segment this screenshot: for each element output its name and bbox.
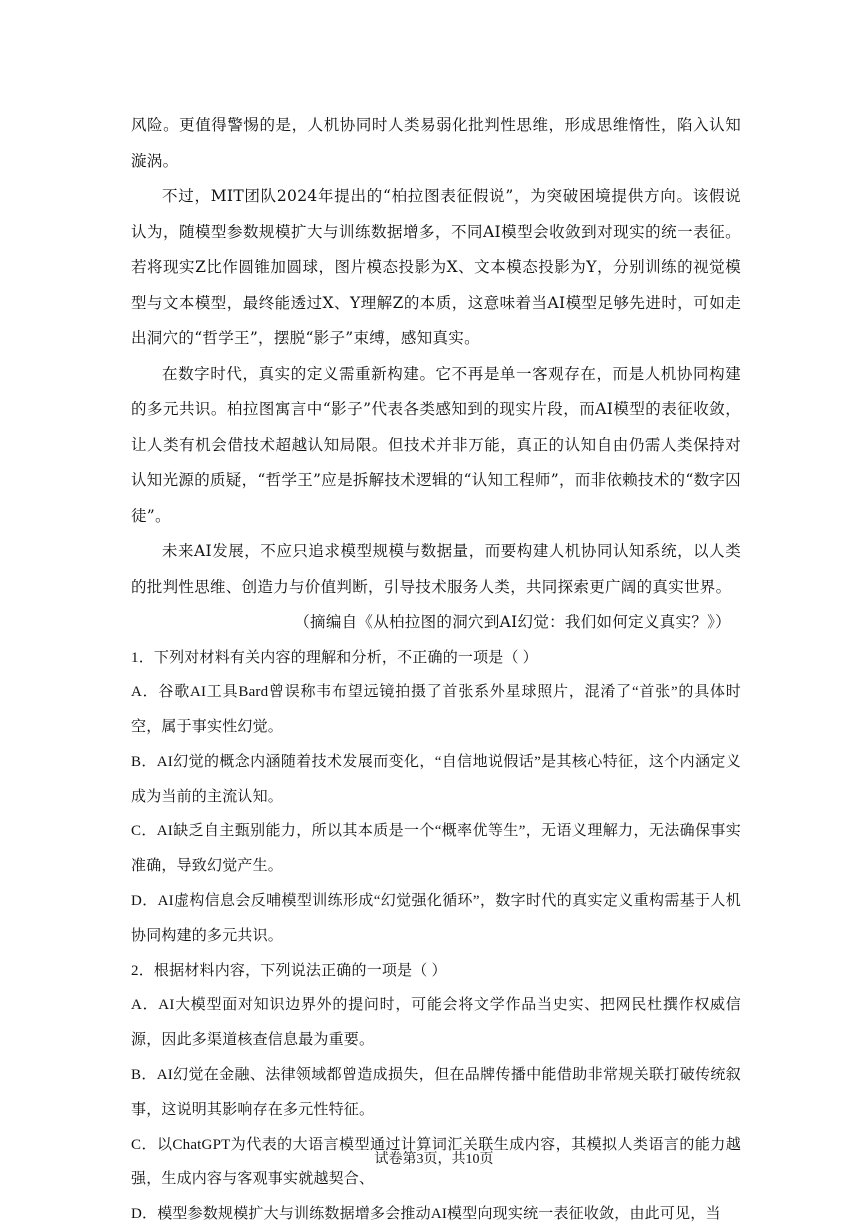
answer-option-c: C．AI缺乏自主甄别能力，所以其本质是一个“概率优等生”，无语义理解力，无法确保事实准确，导致幻觉产生。: [131, 823, 741, 875]
answer-option-a: A．AI大模型面对知识边界外的提问时，可能会将文学作品当史实、把网民杜撰作权威信源，因此多渠道核查信息最为重要。: [131, 997, 741, 1049]
question-stem: 2．根据材料内容，下列说法正确的一项是（ ）: [131, 962, 447, 979]
page-content: [131, 108, 741, 1232]
answer-option-d: D．AI虚构信息会反哺模型训练形成“幻觉强化循环”，数字时代的真实定义重构需基于人机协同构建的多元共识。: [131, 893, 741, 944]
article: [131, 108, 741, 641]
article-paragraph: 风险。更值得警惕的是，人机协同时人类易弱化批判性思维，形成思维惰性，陷入认知漩涡。: [131, 116, 741, 170]
page-footer: 试卷第3页，共10页: [374, 1152, 494, 1167]
answer-option-c: C．以ChatGPT为代表的大语言模型通过计算词汇关联生成内容，其模拟人类语言的能力越强，生成内容与客观事实就越契合、: [131, 1136, 741, 1188]
question-2: [131, 954, 741, 1232]
article-source: （摘编自《从柏拉图的洞穴到AI幻觉：我们如何定义真实？》）: [294, 613, 731, 631]
answer-option-b: B．AI幻觉在金融、法律领域都曾造成损失，但在品牌传播中能借助非常规关联打破传统叙事，这说明其影响存在多元性特征。: [131, 1067, 741, 1118]
article-paragraph: 未来AI发展，不应只追求模型规模与数据量，而要构建人机协同认知系统，以人类的批判性思维、创造力与价值判断，引导技术服务人类，共同探索更广阔的真实世界。: [131, 542, 741, 596]
answer-option-b: B．AI幻觉的概念内涵随着技术发展而变化，“自信地说假话”是其核心特征，这个内涵定义成为当前的主流认知。: [131, 753, 741, 805]
question-1: [131, 641, 741, 954]
answer-option-d: D．模型参数规模扩大与训练数据增多会推动AI模型向现实统一表征收敛，由此可见，当: [131, 1206, 721, 1223]
answer-option-a: A．谷歌AI工具Bard曾误称韦布望远镜拍摄了首张系外星球照片，混淆了“首张”的具体时空，属于事实性幻觉。: [131, 684, 741, 736]
article-paragraph: 在数字时代，真实的定义需重新构建。它不再是单一客观存在，而是人机协同构建的多元共识。柏拉图寓言中“影子”代表各类感知到的现实片段，而AI模型的表征收敛，让人类有机会借技术超越认知局限。但技术并非万能，真正的认知自由仍需人类保持对认知光源的质疑，“哲学王”应是拆解技术逻辑的“认知工程师”，而非依赖技术的“数字囚徒”。: [131, 364, 741, 525]
article-paragraph: 不过，MIT团队2024年提出的“柏拉图表征假说”，为突破困境提供方向。该假说认为，随模型参数规模扩大与训练数据增多，不同AI模型会收敛到对现实的统一表征。若将现实Z比作圆锥加圆球，图片模态投影为X、文本模态投影为Y，分别训练的视觉模型与文本模型，最终能透过X、Y理解Z的本质，这意味着当AI模型足够先进时，可如走出洞穴的“哲学王”，摆脱“影子”束缚，感知真实。: [131, 187, 741, 347]
question-stem: 1．下列对材料有关内容的理解和分析，不正确的一项是（ ）: [131, 649, 538, 666]
